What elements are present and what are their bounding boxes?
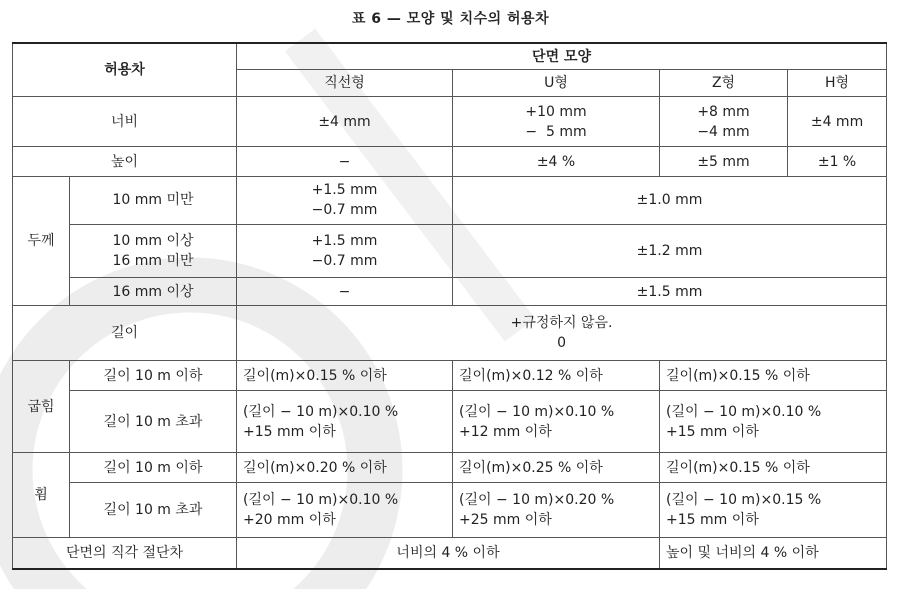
thickness-r1-plus: +1.5 mm — [311, 182, 378, 199]
width-h: ±4 mm — [788, 97, 887, 147]
thickness-r1-minus: −0.7 mm — [311, 202, 378, 219]
row-label-length: 길이 — [13, 306, 237, 361]
header-straight: 직선형 — [237, 70, 453, 97]
row-label-squareness: 단면의 직각 절단차 — [13, 538, 237, 569]
bend-r2-straight-1: (길이 − 10 m)×0.10 % — [243, 403, 399, 420]
header-h: H형 — [788, 70, 887, 97]
width-z-plus: +8 mm — [697, 103, 750, 120]
row-label-height: 높이 — [13, 147, 237, 177]
bend-r2-zh — [660, 391, 887, 453]
thickness-r2-label-1: 10 mm 이상 — [112, 233, 194, 250]
thickness-r3-label: 16 mm 이상 — [70, 278, 237, 306]
bend-r2-u-1: (길이 − 10 m)×0.10 % — [459, 403, 615, 420]
warp-r2-straight-1: (길이 − 10 m)×0.10 % — [243, 492, 399, 509]
height-z: ±5 mm — [660, 147, 788, 177]
warp-r2-label: 길이 10 m 초과 — [70, 483, 237, 538]
thickness-r2-other: ±1.2 mm — [453, 224, 887, 278]
bend-r2-straight-2: +15 mm 이하 — [243, 423, 336, 440]
length-line-1: +규정하지 않음. — [510, 315, 613, 332]
bend-r2-zh-1: (길이 − 10 m)×0.10 % — [666, 403, 822, 420]
warp-r1-u: 길이(m)×0.25 % 이하 — [453, 453, 660, 483]
row-label-warp: 휨 — [13, 453, 70, 538]
length-value — [237, 306, 887, 361]
width-straight: ±4 mm — [237, 97, 453, 147]
header-section-shape: 단면 모양 — [237, 43, 887, 70]
bend-r2-u-2: +12 mm 이하 — [459, 423, 552, 440]
warp-r1-zh: 길이(m)×0.15 % 이하 — [660, 453, 887, 483]
warp-r2-zh-2: +15 mm 이하 — [666, 512, 759, 529]
length-line-2: 0 — [557, 335, 566, 352]
warp-r2-straight-2: +20 mm 이하 — [243, 512, 336, 529]
warp-r2-u — [453, 483, 660, 538]
bend-r1-label: 길이 10 m 이하 — [70, 361, 237, 391]
thickness-r1-other: ±1.0 mm — [453, 177, 887, 225]
height-h: ±1 % — [788, 147, 887, 177]
bend-r2-label: 길이 10 m 초과 — [70, 391, 237, 453]
row-label-width: 너비 — [13, 97, 237, 147]
warp-r2-straight — [237, 483, 453, 538]
thickness-r2-label — [70, 224, 237, 278]
width-u-plus: +10 mm — [525, 103, 587, 120]
row-label-thickness: 두께 — [13, 177, 70, 306]
warp-r2-u-2: +25 mm 이하 — [459, 512, 552, 529]
bend-r2-zh-2: +15 mm 이하 — [666, 423, 759, 440]
bend-r1-u: 길이(m)×0.12 % 이하 — [453, 361, 660, 391]
table-title: 표 6 — 모양 및 치수의 허용차 — [351, 11, 550, 27]
bend-r2-straight — [237, 391, 453, 453]
thickness-r2-minus: −0.7 mm — [311, 253, 378, 270]
warp-r2-u-1: (길이 − 10 m)×0.20 % — [459, 492, 615, 509]
bend-r1-straight: 길이(m)×0.15 % 이하 — [237, 361, 453, 391]
width-u-minus: − 5 mm — [525, 123, 587, 140]
header-z: Z형 — [660, 70, 788, 97]
width-z — [660, 97, 788, 147]
warp-r2-zh-1: (길이 − 10 m)×0.15 % — [666, 492, 822, 509]
squareness-straight-u: 너비의 4 % 이하 — [237, 538, 660, 569]
width-u — [453, 97, 660, 147]
warp-r2-zh — [660, 483, 887, 538]
height-straight: − — [237, 147, 453, 177]
header-tolerance: 허용차 — [13, 43, 237, 97]
height-u: ±4 % — [453, 147, 660, 177]
header-u: U형 — [453, 70, 660, 97]
bend-r2-u — [453, 391, 660, 453]
thickness-r1-straight — [237, 177, 453, 225]
squareness-zh: 높이 및 너비의 4 % 이하 — [660, 538, 887, 569]
warp-r1-straight: 길이(m)×0.20 % 이하 — [237, 453, 453, 483]
thickness-r2-label-2: 16 mm 미만 — [112, 253, 194, 270]
thickness-r2-straight — [237, 224, 453, 278]
tolerance-table — [12, 42, 887, 570]
warp-r1-label: 길이 10 m 이하 — [70, 453, 237, 483]
thickness-r3-other: ±1.5 mm — [453, 278, 887, 306]
row-label-bend: 굽힘 — [13, 361, 70, 453]
thickness-r3-straight: − — [237, 278, 453, 306]
bend-r1-zh: 길이(m)×0.15 % 이하 — [660, 361, 887, 391]
thickness-r1-label: 10 mm 미만 — [70, 177, 237, 225]
thickness-r2-plus: +1.5 mm — [311, 233, 378, 250]
width-z-minus: −4 mm — [697, 123, 750, 140]
